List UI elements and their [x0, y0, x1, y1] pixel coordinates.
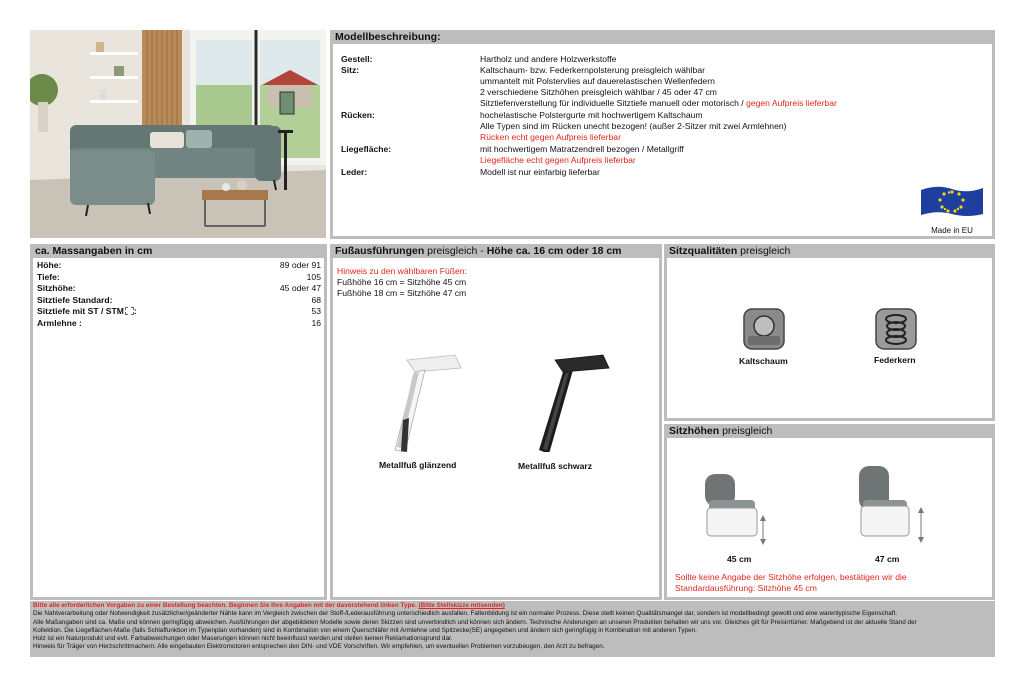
dim-row-seat-height: [37, 283, 321, 295]
foam-label: Kaltschaum: [739, 356, 788, 366]
dim-value: 53: [311, 306, 321, 317]
back-text-3: Rücken echt gegen Aufpreis lieferbar: [480, 132, 621, 142]
lying-surface-text-1: mit hochwertigem Matratzendrell bezogen / Metallgriff: [480, 144, 684, 154]
seat-height-note-line-1: Sollte keine Angabe der Sitzhöhe erfolgen, bestätigen wir die: [675, 572, 907, 582]
dim-label: Höhe:: [37, 260, 62, 270]
back-text-2: Alle Typen sind im Rücken unecht bezogen! (außer 2-Sitzer mit zwei Armlehnen): [480, 121, 787, 131]
seat-quality-panel: [664, 244, 995, 421]
dim-value: 105: [306, 271, 321, 282]
made-in-eu-badge: [919, 184, 985, 235]
feet-hint-line-1: Fußhöhe 16 cm = Sitzhöhe 45 cm: [337, 277, 467, 287]
seat-heights-title-bold: Sitzhöhen: [669, 425, 720, 437]
seat-text-3: 2 verschiedene Sitzhöhen preisgleich wählbar / 45 oder 47 cm: [480, 87, 717, 97]
dim-value: 45 oder 47: [279, 283, 321, 294]
seat-height-note: [675, 572, 907, 593]
seat-quality-title: [664, 244, 995, 258]
seat-heights-panel: [664, 424, 995, 600]
chrome-foot-icon: [385, 350, 465, 452]
spring-icon: [875, 308, 917, 350]
model-description-title: Modellbeschreibung:: [335, 31, 441, 43]
seat-heights-title-light: preisgleich: [719, 425, 773, 437]
model-description-panel: [330, 30, 995, 239]
feet-hint-title: Hinweis zu den wählbaren Füßen:: [337, 266, 467, 276]
feet-title-height: Höhe ca. 16 cm oder 18 cm: [486, 245, 622, 257]
frame-text: Hartholz und andere Holzwerkstoffe: [480, 54, 617, 64]
footer-line-4: Holz ist ein Naturprodukt und evtl. Farbabweichungen oder Maserungen können nicht beeinflusst werden und stellen keinen Reklamationsgrund dar.: [33, 635, 453, 643]
dimensions-title: ca. Massangaben in cm: [35, 245, 153, 257]
chair-45cm-label: 45 cm: [727, 554, 752, 564]
lying-surface-text-2: Liegefläche echt gegen Aufpreis lieferbar: [480, 155, 636, 165]
feet-hint-line-2: Fußhöhe 18 cm = Sitzhöhe 47 cm: [337, 288, 467, 298]
seat-text-2: ummantelt mit Polstervlies auf dauerelastischen Wellenfedern: [480, 76, 715, 86]
chair-45cm-icon: [705, 468, 769, 548]
seat-quality-body: [667, 258, 992, 418]
feet-body: [333, 258, 659, 597]
seat-text-1: Kaltschaum- bzw. Federkernpolsterung preisgleich wählbar: [480, 65, 705, 75]
seat-label: Sitz:: [341, 65, 360, 75]
feet-panel: [330, 244, 662, 600]
feet-title-bold: Fußausführungen: [335, 245, 425, 257]
foam-icon: [743, 308, 785, 350]
product-photo: [30, 30, 326, 238]
dimensions-panel: [30, 244, 327, 600]
dim-value: 89 oder 91: [279, 260, 321, 270]
footer-line-1: Die Nahtverarbeitung oder Notwendigkeit zusätzlicher/geänderter Nähte kann im Vergleich zwischen der Stoff-/Lederausführung unterschiedlich ausfallen. Faltenbildung ist ein normaler Prozess. Diese stellt keinen Qualitätsmangel dar, sondern ist modellbedingt gewollt und eine warentypische Eigenschaft.: [33, 610, 898, 618]
model-description-body: [333, 44, 992, 236]
motor-symbol-icon: [125, 307, 134, 315]
chrome-foot-label: Metallfuß glänzend: [379, 460, 457, 470]
dim-row-seat-depth-standard: [37, 295, 321, 307]
dim-row-seat-depth-st: [37, 306, 321, 318]
chair-47cm-label: 47 cm: [875, 554, 900, 564]
dim-label: Sitzhöhe:: [37, 283, 76, 294]
dim-row-armrest: [37, 318, 321, 330]
dim-row-height: [37, 260, 321, 272]
seat-text-4: [480, 98, 837, 108]
footer-line-5: Hinweis für Träger von Herzschrittmachern: Alle eingebauten Elektromotoren entsprechen den DIN- und VDE Vorschriften. Wir empfehlen, um eventuellen Problemen vorzubeugen, den Arzt zu befragen.: [33, 643, 605, 651]
footer-order-note: Bitte alle erforderlichen Vorgaben zu einer Bestellung beachten. Beginnen Sie Ihre Angaben mit der davorstehend linken Type.: [33, 602, 419, 609]
dim-label: Sitztiefe Standard:: [37, 294, 113, 305]
feet-title-light: preisgleich -: [424, 245, 487, 257]
dim-row-depth: [37, 272, 321, 284]
frame-label: Gestell:: [341, 54, 373, 64]
dim-label: Tiefe:: [37, 271, 60, 282]
feet-title: [330, 244, 662, 258]
footer-notes: [30, 601, 995, 657]
dim-label: Armlehne :: [37, 318, 82, 328]
footer-sketch-link[interactable]: (Bitte Stellskizze mitsenden): [418, 602, 505, 609]
living-room-photo: [30, 30, 326, 238]
dim-value: 16: [311, 318, 321, 328]
back-label: Rücken:: [341, 110, 375, 120]
seat-text-4-surcharge: gegen Aufpreis lieferbar: [746, 98, 837, 108]
chair-47cm-icon: [857, 460, 927, 550]
black-foot-icon: [533, 350, 613, 452]
lying-surface-label: Liegefläche:: [341, 144, 392, 154]
seat-text-4-main: Sitztiefenverstellung für individuelle Sitztiefe manuell oder motorisch /: [480, 98, 747, 108]
black-foot-label: Metallfuß schwarz: [518, 461, 593, 471]
seat-height-note-line-2: Standardausführung: Sitzhöhe 45 cm: [675, 582, 817, 593]
dim-label: [37, 306, 137, 316]
seat-quality-title-bold: Sitzqualitäten: [669, 245, 738, 257]
eu-flag-icon: [919, 184, 985, 220]
dim-label-text: Sitztiefe mit ST / STM: [37, 306, 124, 317]
seat-quality-title-light: preisgleich: [737, 245, 791, 257]
spring-label: Federkern: [874, 355, 916, 365]
footer-line-3: Kollektion. Die Liegeflächen-Maße (falls Schlaffunktion im Typenplan vorhanden) sind in Kombination von einem Querschläfer mit Armlehne und Spitzecke(SE) angegeben und ändern sich geringfügig in Kombination mit anderen Typen.: [33, 626, 697, 634]
made-in-eu-text: Made in EU: [931, 226, 973, 235]
back-text-1: hochelastische Polstergurte mit hochwertigem Kaltschaum: [480, 110, 703, 120]
footer-line-2: Alle Maßangaben sind ca. Maße und können geringfügig abweichen. Ausführungen der abgebildeten Modelle sowie deren Skizzen sind unverbindlich und können sich ändern. Technische Änderungen an unseren Produkten behalten wir uns vor. Gleiches gilt für Preisirrtümer. Maßgebend ist der aktuelle Stand der: [33, 618, 917, 626]
dim-label-suffix: :: [133, 306, 137, 317]
seat-heights-title: [664, 424, 995, 438]
footer-line-order: [33, 602, 992, 610]
leather-label: Leder:: [341, 167, 368, 177]
seat-heights-body: [667, 438, 992, 597]
leather-text: Modell ist nur einfarbig lieferbar: [480, 167, 600, 177]
dim-value: 68: [311, 294, 321, 305]
dimensions-body: [33, 258, 324, 597]
